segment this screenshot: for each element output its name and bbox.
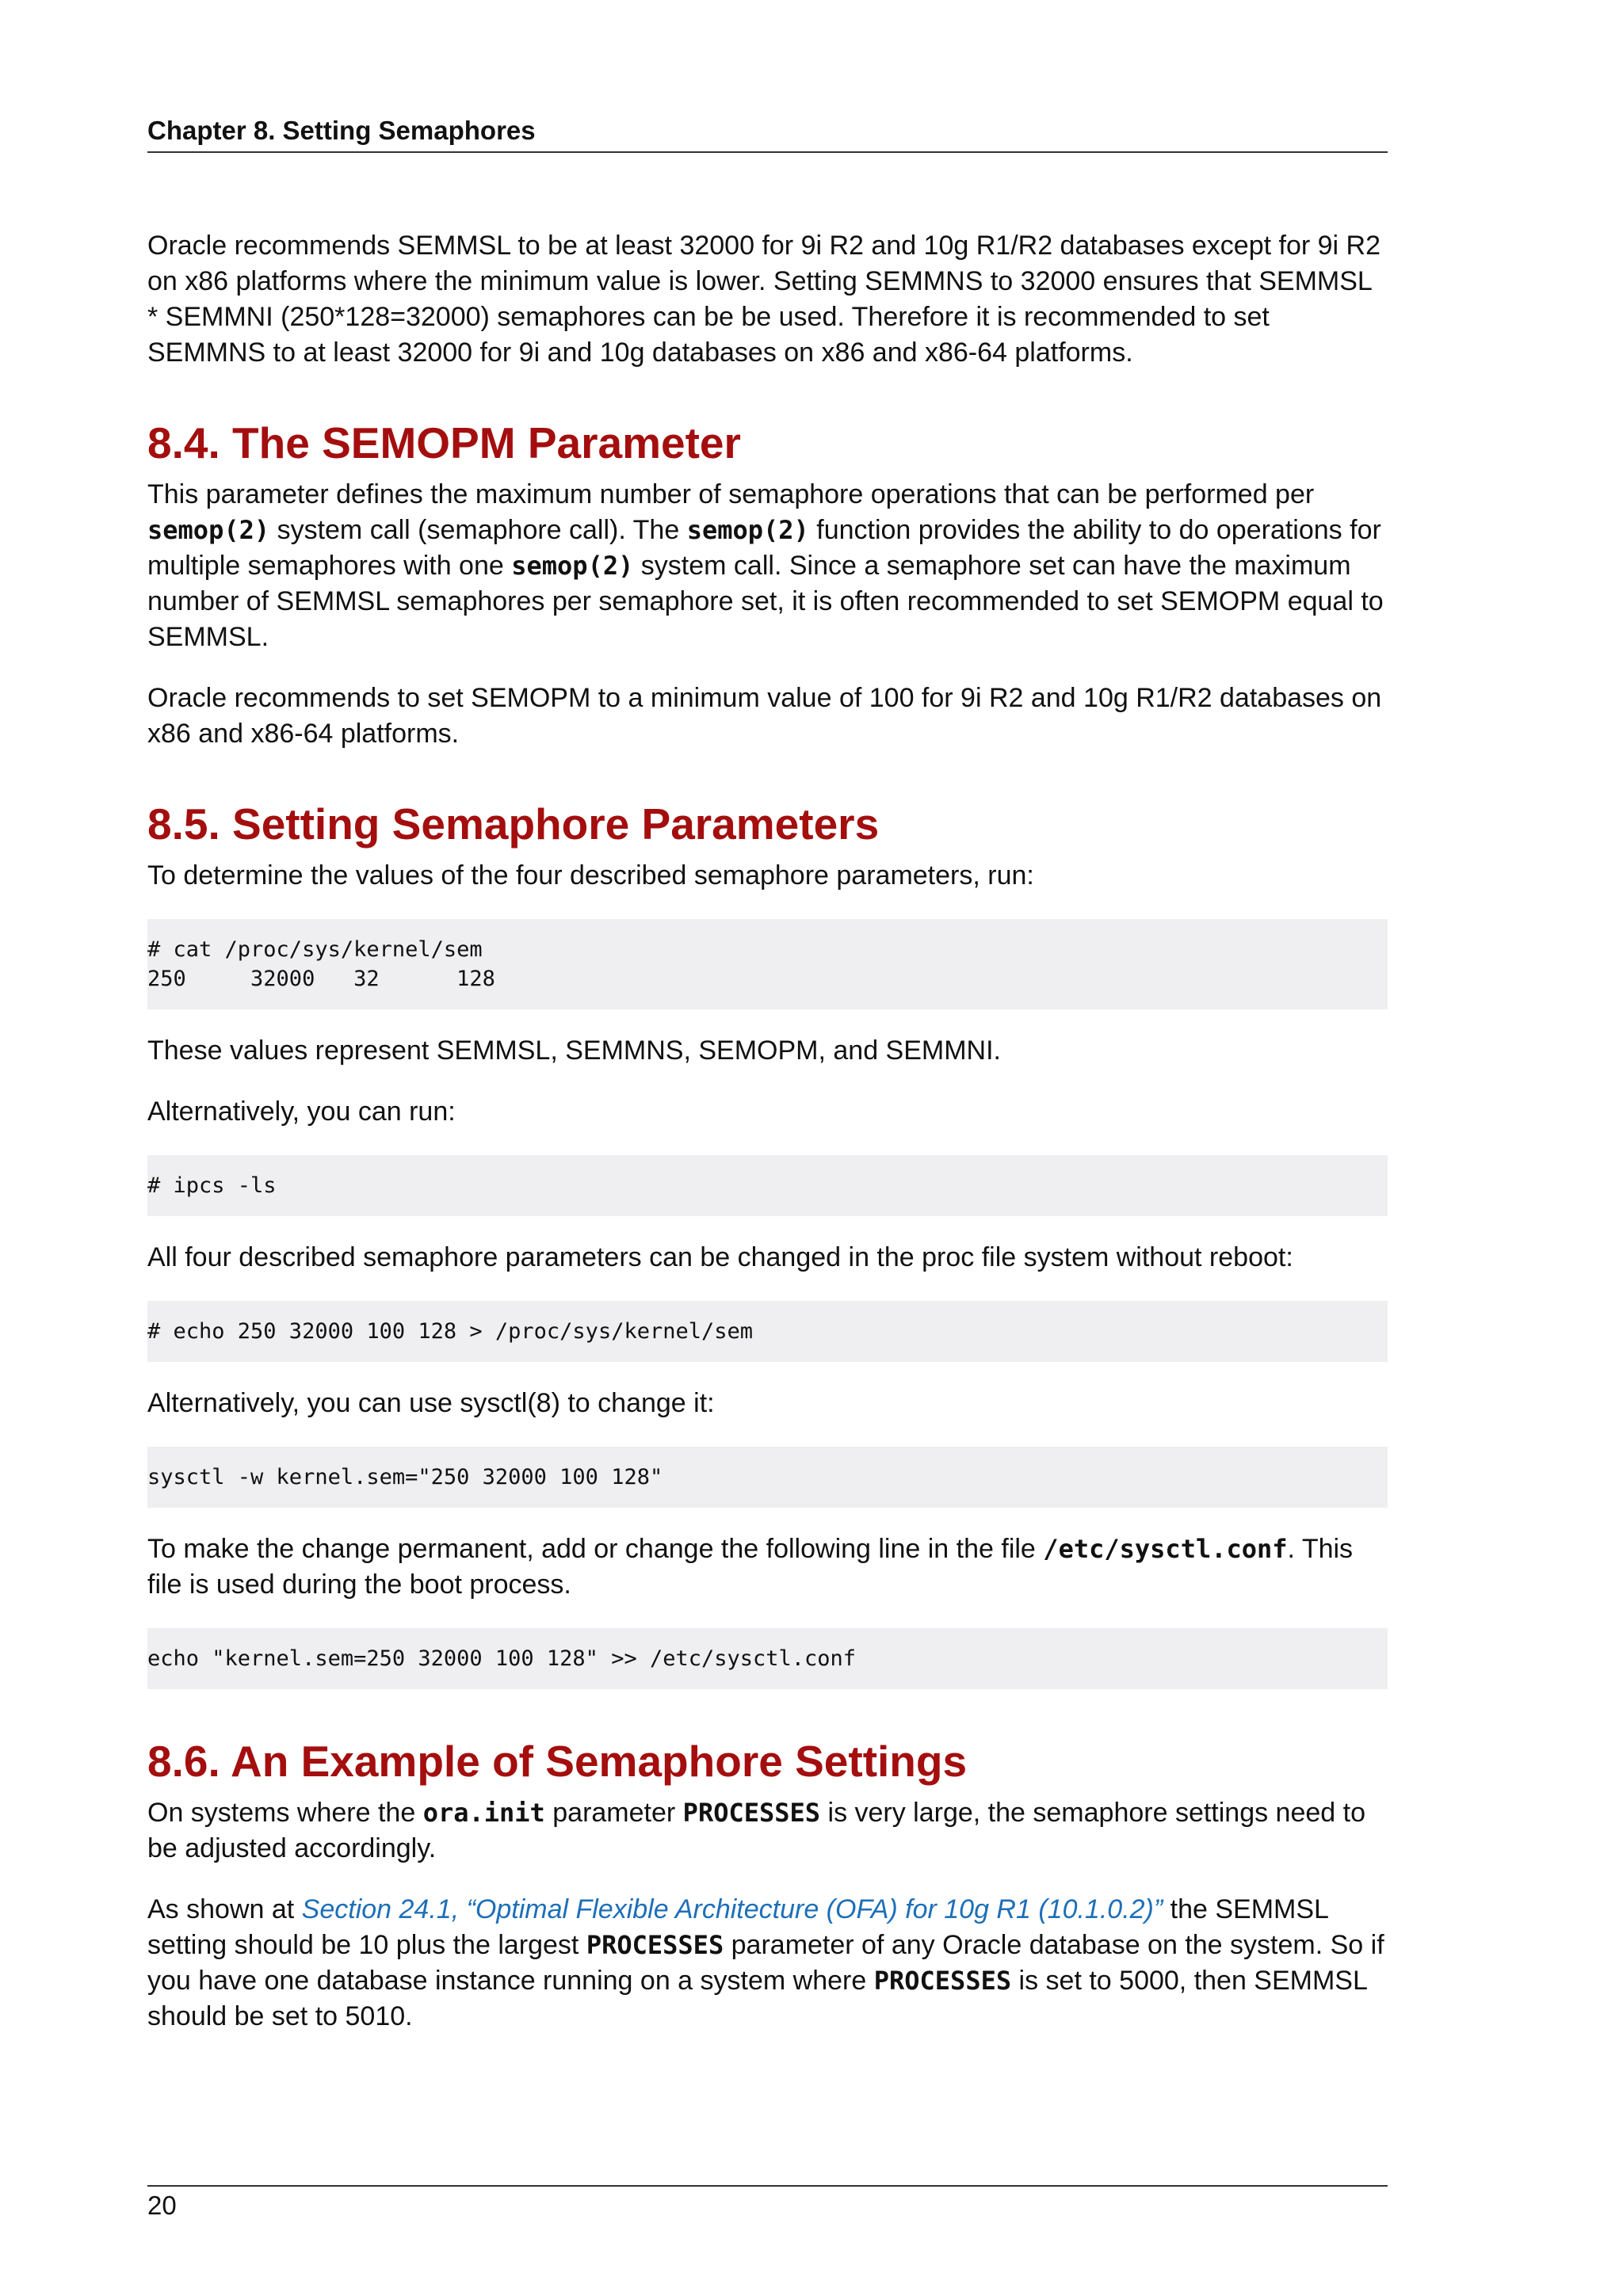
code-block-sysctl: sysctl -w kernel.sem="250 32000 100 128" <box>147 1447 1388 1508</box>
code-block-echo-sem: # echo 250 32000 100 128 > /proc/sys/kernel/sem <box>147 1301 1388 1362</box>
footer-divider <box>147 2185 1388 2187</box>
text-run: is very large, the semaphore settings need to be adjusted accordingly. <box>147 1798 1365 1863</box>
code-block-cat-sem: # cat /proc/sys/kernel/sem 250 32000 32 128 <box>147 919 1388 1009</box>
processes-large-paragraph <box>147 1795 1388 1867</box>
text-run: parameter of any Oracle database on the system. So if you have one database instance running on a system where <box>147 1930 1384 1996</box>
values-represent-paragraph: These values represent SEMMSL, SEMMNS, SEMOPM, and SEMMNI. <box>147 1035 1001 1066</box>
inline-code: /etc/sysctl.conf <box>1043 1534 1288 1564</box>
inline-code: PROCESSES <box>873 1966 1012 1996</box>
inline-code: PROCESSES <box>586 1930 724 1960</box>
page-number: 20 <box>147 2191 177 2220</box>
chapter-header: Chapter 8. Setting Semaphores <box>147 115 1388 153</box>
text-run: To make the change permanent, add or change the following line in the file <box>147 1534 1044 1564</box>
page-content <box>147 228 1388 2060</box>
code-block-ipcs: # ipcs -ls <box>147 1155 1388 1216</box>
text-run: function provides the ability to do operations for multiple semaphores with one <box>147 515 1381 581</box>
text-run: . This file is used during the boot process. <box>147 1534 1354 1600</box>
section-8-5-heading: 8.5. Setting Semaphore Parameters <box>147 799 880 849</box>
text-run: This parameter defines the maximum number of semaphore operations that can be performed per <box>147 479 1315 509</box>
inline-code: ora.init <box>422 1798 545 1828</box>
change-without-reboot-paragraph: All four described semaphore parameters can be changed in the proc file system without reboot: <box>147 1242 1293 1272</box>
semopm-recommendation-paragraph: Oracle recommends to set SEMOPM to a minimum value of 100 for 9i R2 and 10g R1/R2 databases on x86 and x86-64 platforms. <box>147 683 1382 749</box>
section-8-4-heading: 8.4. The SEMOPM Parameter <box>147 418 741 467</box>
make-permanent-paragraph <box>147 1531 1388 1603</box>
text-run: system call (semaphore call). The <box>269 515 687 545</box>
text-run: As shown at <box>147 1894 302 1924</box>
determine-values-paragraph: To determine the values of the four described semaphore parameters, run: <box>147 860 1034 891</box>
alternatively-run-paragraph: Alternatively, you can run: <box>147 1097 456 1127</box>
text-run: system call. Since a semaphore set can have the maximum number of SEMMSL semaphores per semaphore set, it is often recommended to set SEMOPM equal to SEMMSL. <box>147 551 1384 652</box>
text-run: the SEMMSL setting should be 10 plus the largest <box>147 1894 1328 1960</box>
intro-paragraph: Oracle recommends SEMMSL to be at least 32000 for 9i R2 and 10g R1/R2 databases except for 9i R2 on x86 platforms where the minimum value is lower. Setting SEMMNS to 32000 ensures that SEMMSL * SEMMNI (250*128=32000) semaphores can be be used. Therefore it is recommended to set SEMMNS to at least 32000 for 9i and 10g databases on x86 and x86-64 platforms. <box>147 231 1381 368</box>
text-run: On systems where the <box>147 1798 423 1828</box>
text-run: is set to 5000, then SEMMSL should be set to 5010. <box>147 1966 1367 2031</box>
sysctl-paragraph: Alternatively, you can use sysctl(8) to change it: <box>147 1388 715 1418</box>
semopm-description-paragraph <box>147 477 1388 655</box>
inline-code: PROCESSES <box>682 1798 821 1828</box>
inline-code: semop(2) <box>686 515 809 545</box>
inline-code: semop(2) <box>147 515 270 545</box>
code-block-sysctl-conf: echo "kernel.sem=250 32000 100 128" >> /etc/sysctl.conf <box>147 1628 1388 1689</box>
text-run: parameter <box>544 1798 683 1828</box>
section-24-1-link[interactable]: Section 24.1, “Optimal Flexible Architecture (OFA) for 10g R1 (10.1.0.2)” <box>301 1894 1163 1924</box>
inline-code: semop(2) <box>511 551 634 581</box>
semmsl-example-paragraph <box>147 1892 1388 2035</box>
section-8-6-heading: 8.6. An Example of Semaphore Settings <box>147 1737 968 1786</box>
